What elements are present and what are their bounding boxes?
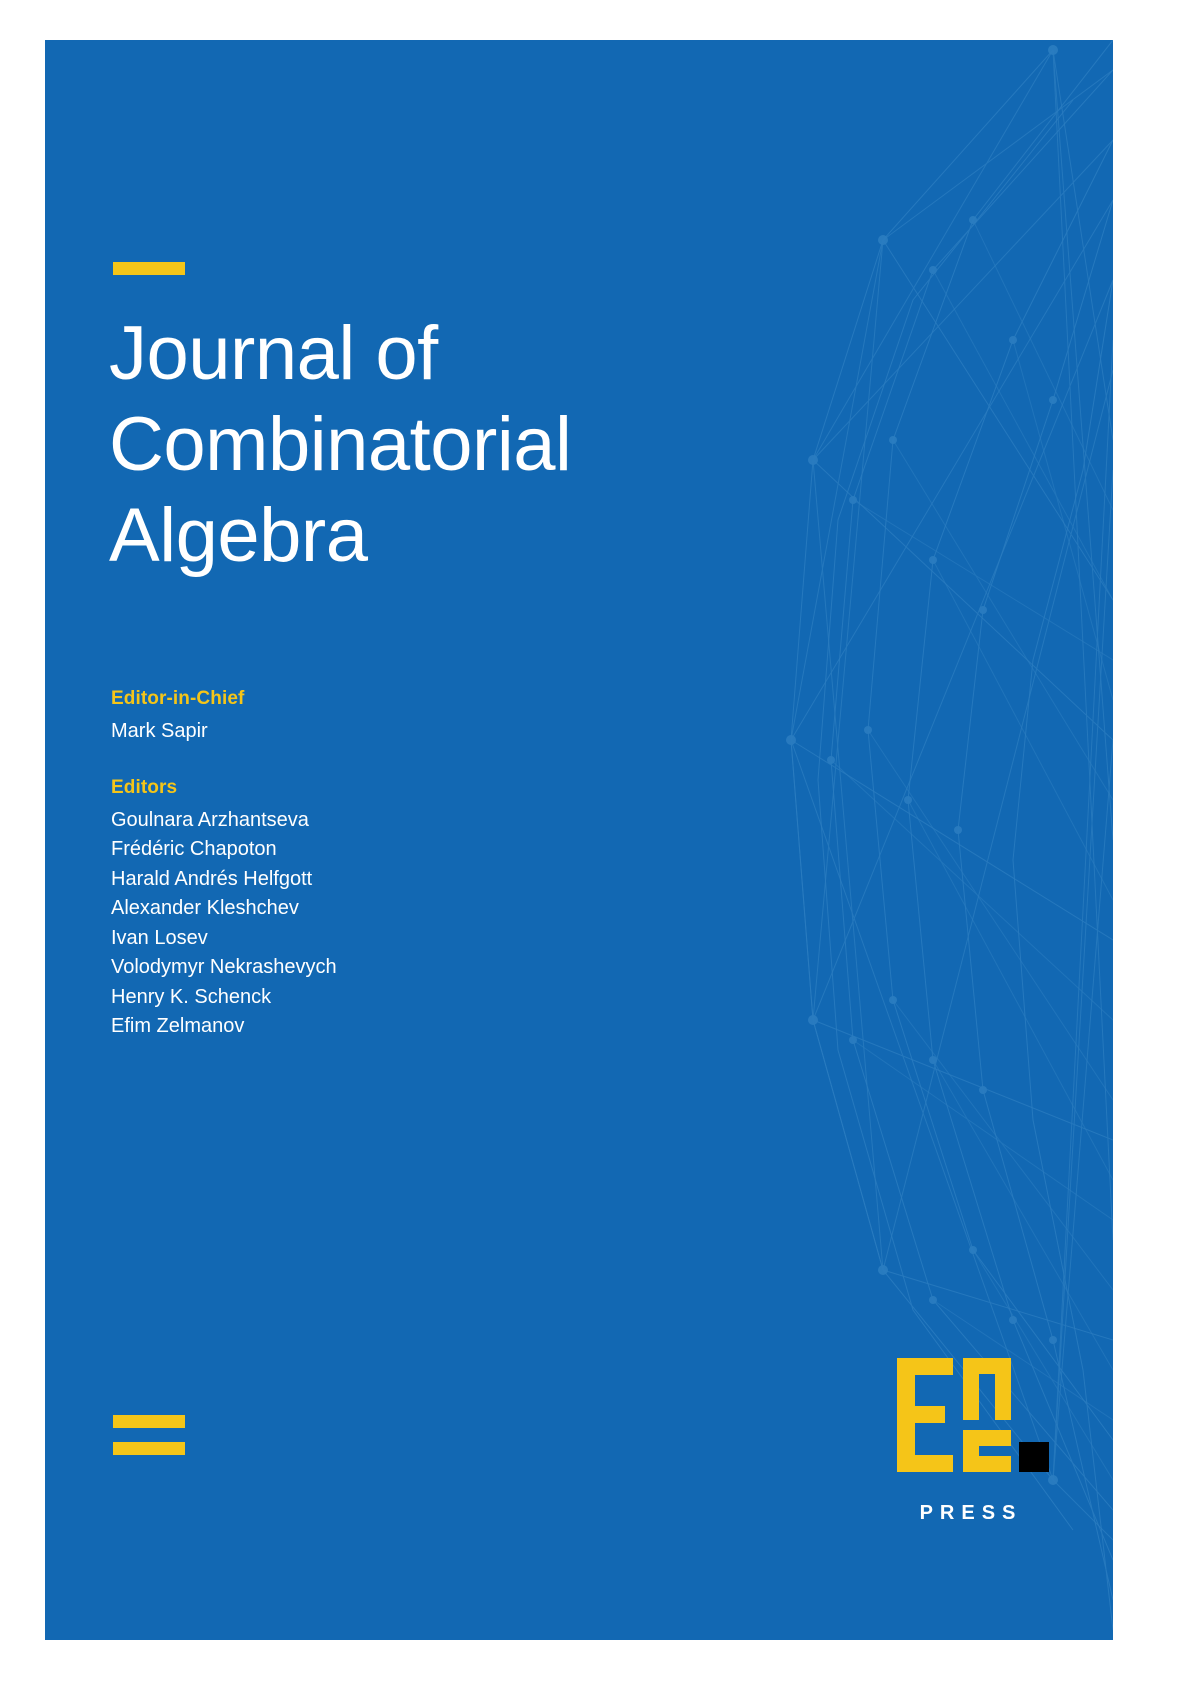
- publisher-logo: [891, 1350, 1051, 1525]
- editor-name: Ivan Losev: [111, 926, 208, 949]
- publisher-name: PRESS: [919, 1502, 1023, 1524]
- editors-heading: Editors: [111, 776, 178, 798]
- editor-name: Frédéric Chapoton: [111, 838, 277, 860]
- editor-in-chief-name: Mark Sapir: [111, 720, 208, 742]
- editor-name: Goulnara Arzhantseva: [111, 808, 309, 831]
- editor-name: Harald Andrés Helfgott: [111, 867, 313, 890]
- accent-bar: [113, 1415, 185, 1428]
- editor-name: Alexander Kleshchev: [111, 897, 299, 919]
- accent-rule-bottom: [113, 1415, 185, 1460]
- journal-title-line-1: Journal of: [109, 311, 438, 396]
- editor-name: Henry K. Schenck: [111, 985, 272, 1008]
- cover-panel: [45, 40, 1113, 1640]
- accent-bar: [113, 1442, 185, 1455]
- editor-name: Volodymyr Nekrashevych: [111, 956, 337, 978]
- editorial-board: [111, 688, 671, 1042]
- journal-title-line-2: Combinatorial: [109, 402, 572, 487]
- credits-spacer: [111, 747, 671, 777]
- accent-rule-top: [113, 262, 185, 275]
- editor-in-chief-heading: Editor-in-Chief: [111, 688, 245, 709]
- editor-name: Efim Zelmanov: [111, 1015, 245, 1037]
- journal-title-line-3: Algebra: [109, 493, 368, 578]
- journal-title: [109, 308, 729, 581]
- ems-monogram-icon: [891, 1350, 1051, 1480]
